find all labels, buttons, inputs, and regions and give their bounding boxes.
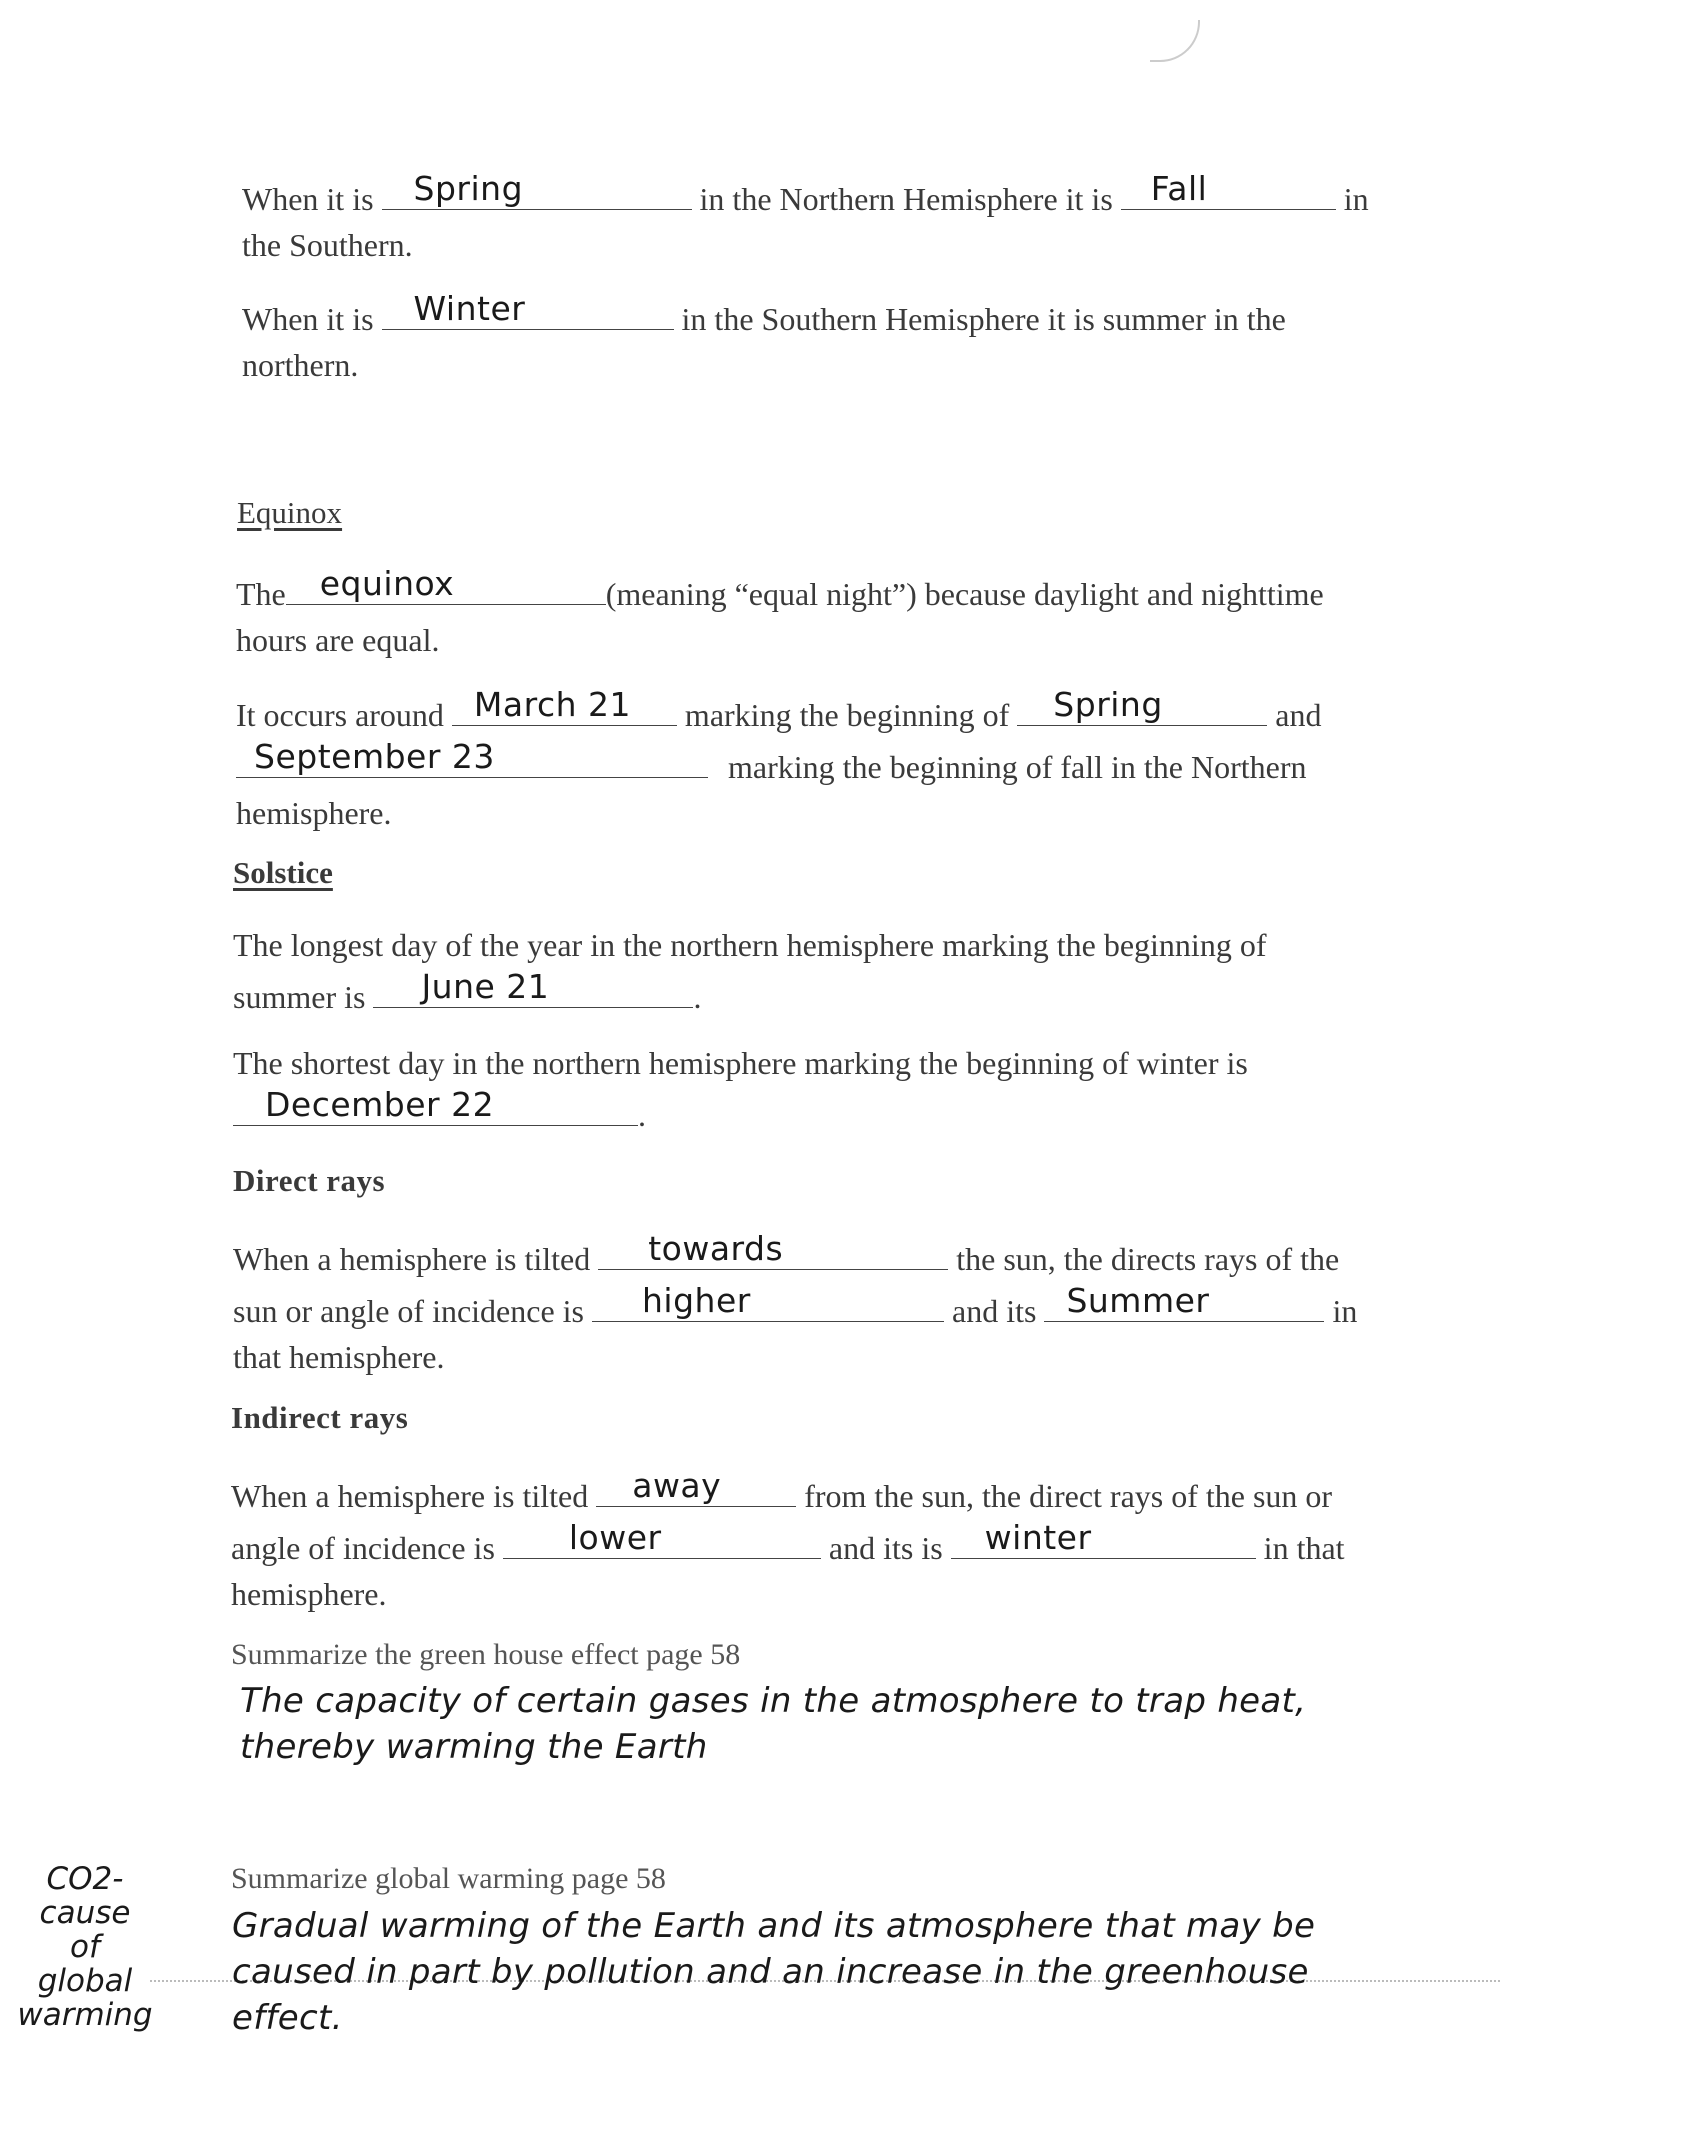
handwritten-answer: March 21 [473, 685, 631, 724]
direct-rays-statement [233, 1230, 1357, 1380]
solstice-longest-day [233, 922, 1266, 1020]
text: hemisphere. [231, 1576, 387, 1612]
text: in the Southern Hemisphere it is summer in the [681, 301, 1286, 337]
answer-blank[interactable] [373, 968, 693, 1008]
greenhouse-prompt: Summarize the green house effect page 58 [231, 1638, 741, 1671]
text: in [1343, 181, 1369, 217]
text: . [638, 1097, 646, 1133]
handwritten-answer: June 21 [421, 967, 550, 1006]
solstice-shortest-day [233, 1040, 1248, 1138]
handwritten-answer: December 22 [265, 1085, 495, 1124]
text: marking the beginning of [684, 697, 1010, 733]
answer-blank[interactable] [1044, 1282, 1324, 1322]
equinox-definition [236, 565, 1324, 663]
text: When it is [242, 181, 374, 217]
text: summer is [233, 979, 366, 1015]
handwritten-answer: equinox [319, 564, 455, 603]
margin-note-line: global [37, 1963, 133, 1999]
text: The [236, 576, 286, 612]
handwritten-line: thereby warming the Earth [240, 1727, 708, 1767]
text: It occurs around [236, 697, 444, 733]
handwritten-answer: Spring [1053, 685, 1163, 724]
handwritten-answer: winter [984, 1518, 1092, 1557]
handwritten-answer: September 23 [254, 737, 495, 776]
text: When a hemisphere is tilted [231, 1478, 589, 1514]
text: marking the beginning of fall in the Northern [728, 749, 1307, 785]
text: . [693, 979, 702, 1015]
handwritten-answer: Winter [413, 289, 526, 328]
seasons-statement-1 [242, 170, 1369, 268]
text: angle of incidence is [231, 1530, 495, 1566]
answer-blank[interactable] [382, 290, 674, 330]
answer-blank[interactable] [592, 1282, 944, 1322]
margin-note-line: of [70, 1929, 100, 1965]
text: in [1332, 1293, 1358, 1329]
text: and its is [828, 1530, 943, 1566]
margin-note [10, 1862, 160, 2032]
greenhouse-answer [240, 1678, 1306, 1770]
text: sun or angle of incidence is [233, 1293, 584, 1329]
handwritten-answer: lower [568, 1518, 662, 1557]
global-warming-prompt: Summarize global warming page 58 [231, 1862, 666, 1895]
handwritten-line: effect. [232, 1998, 343, 2038]
text: hemisphere. [236, 795, 392, 831]
seasons-statement-2 [242, 290, 1286, 388]
text: the Southern. [242, 227, 413, 263]
margin-note-line: cause [39, 1895, 131, 1931]
text: When a hemisphere is tilted [233, 1241, 591, 1277]
equinox-dates [236, 686, 1322, 836]
text: from the sun, the direct rays of the sun or [804, 1478, 1333, 1514]
margin-note-line: warming [17, 1997, 153, 2033]
margin-note-line: CO2- [46, 1861, 124, 1897]
text: northern. [242, 347, 359, 383]
answer-blank[interactable] [951, 1519, 1256, 1559]
text: the sun, the directs rays of the [956, 1241, 1340, 1277]
handwritten-line: Gradual warming of the Earth and its atmosphere that may be [232, 1906, 1316, 1946]
direct-rays-heading: Direct rays [233, 1163, 386, 1198]
text: and its [952, 1293, 1037, 1329]
indirect-rays-statement [231, 1467, 1345, 1617]
answer-blank[interactable] [596, 1467, 796, 1507]
global-warming-answer [232, 1903, 1315, 2041]
answer-blank[interactable] [1017, 686, 1267, 726]
text: and [1275, 697, 1322, 733]
answer-blank[interactable] [382, 170, 692, 210]
handwritten-line: caused in part by pollution and an increase in the greenhouse [232, 1952, 1309, 1992]
equinox-heading: Equinox [237, 495, 343, 530]
text: in that [1263, 1530, 1345, 1566]
handwritten-answer: higher [642, 1281, 751, 1320]
text: in the Northern Hemisphere it is [699, 181, 1113, 217]
handwritten-line: The capacity of certain gases in the atmosphere to trap heat, [240, 1681, 1307, 1721]
handwritten-answer: Summer [1066, 1281, 1210, 1320]
answer-blank[interactable] [236, 738, 708, 778]
text: When it is [242, 301, 374, 337]
text: that hemisphere. [233, 1339, 445, 1375]
handwritten-answer: Fall [1150, 169, 1208, 208]
solstice-heading: Solstice [233, 855, 333, 890]
handwritten-answer: Spring [413, 169, 524, 208]
handwritten-answer: towards [648, 1229, 784, 1268]
handwritten-answer: away [632, 1466, 722, 1505]
text: hours are equal. [236, 622, 440, 658]
scan-mark [1150, 20, 1200, 62]
answer-blank[interactable] [1121, 170, 1336, 210]
answer-blank[interactable] [503, 1519, 821, 1559]
answer-blank[interactable] [233, 1086, 638, 1126]
text: The shortest day in the northern hemisphere marking the beginning of winter is [233, 1045, 1248, 1081]
answer-blank[interactable] [286, 565, 606, 605]
answer-blank[interactable] [452, 686, 677, 726]
answer-blank[interactable] [598, 1230, 948, 1270]
text: The longest day of the year in the northern hemisphere marking the beginning of [233, 927, 1267, 963]
indirect-rays-heading: Indirect rays [231, 1400, 409, 1435]
text: (meaning “equal night”) because daylight and nighttime [605, 576, 1324, 612]
